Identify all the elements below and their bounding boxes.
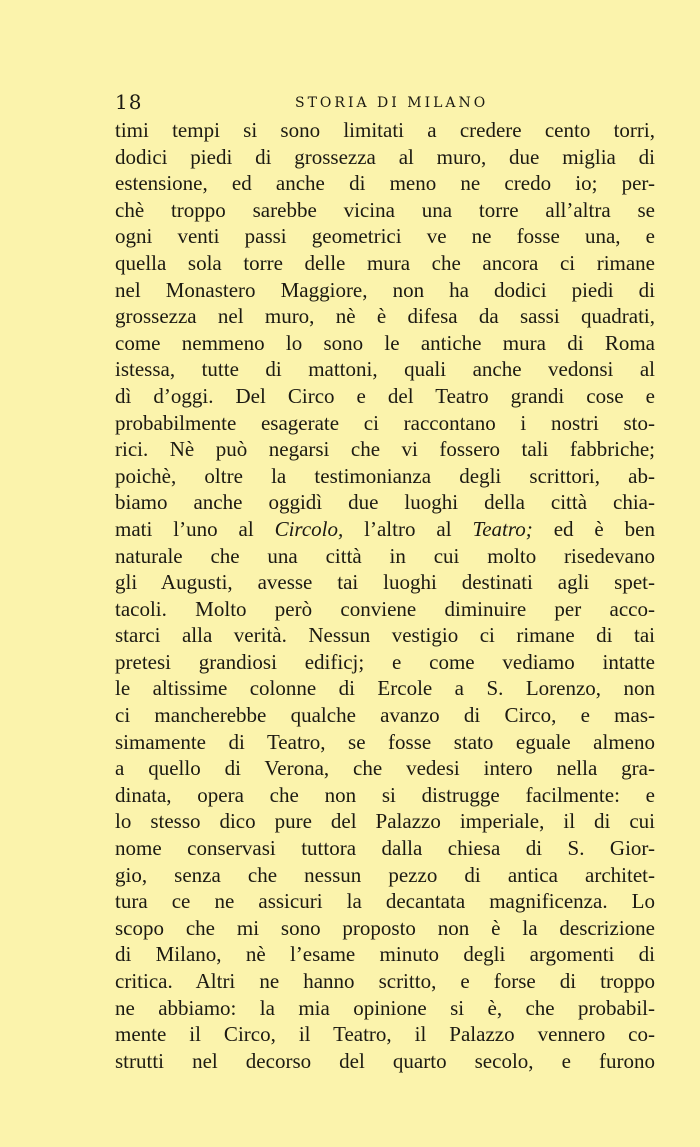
text-line: nome conservasi tuttora dalla chiesa di S. Gior-	[115, 836, 655, 861]
text-line: ogni venti passi geometrici ve ne fosse una, e	[115, 224, 655, 249]
text-line: come nemmeno lo sono le antiche mura di Roma	[115, 330, 655, 355]
text-line: istessa, tutte di mattoni, quali anche vedonsi al	[115, 357, 655, 382]
text-line: strutti nel decorso del quarto secolo, e furono	[115, 1048, 655, 1073]
text-line: ci mancherebbe qualche avanzo di Circo, e mas-	[115, 703, 655, 728]
text-line: starci alla verità. Nessun vestigio ci rimane di tai	[115, 623, 655, 648]
text-line: naturale che una città in cui molto risedevano	[115, 543, 655, 568]
text-line: timi tempi si sono limitati a credere cento torri,	[115, 118, 655, 142]
text-segment: mati l’uno al	[115, 516, 275, 541]
text-line: quella sola torre delle mura che ancora ci rimane	[115, 250, 655, 275]
text-line: gio, senza che nessun pezzo di antica architet-	[115, 862, 655, 887]
text-line: tura ce ne assicuri la decantata magnificenza. Lo	[115, 889, 655, 914]
text-line: dodici piedi di grossezza al muro, due miglia di	[115, 144, 655, 169]
text-line: poichè, oltre la testimonianza degli scrittori, ab-	[115, 463, 655, 488]
text-line: estensione, ed anche di meno ne credo io; per-	[115, 171, 655, 196]
text-line: pretesi grandiosi edificj; e come vediamo intatte	[115, 649, 655, 674]
italic-place-name-teatro: Teatro;	[472, 516, 533, 541]
body-text	[115, 117, 655, 1074]
text-line: gli Augusti, avesse tai luoghi destinati agli spet-	[115, 570, 655, 595]
text-line: chè troppo sarebbe vicina una torre all’altra se	[115, 197, 655, 222]
text-line-with-italics	[115, 516, 655, 543]
text-line: rici. Nè può negarsi che vi fossero tali fabbriche;	[115, 437, 655, 462]
italic-place-name-circolo: Circolo,	[274, 516, 344, 541]
text-line: probabilmente esagerate ci raccontano i nostri sto-	[115, 410, 655, 435]
page-header	[115, 91, 655, 113]
text-line: critica. Altri ne hanno scritto, e forse di troppo	[115, 969, 655, 993]
text-line: le altissime colonne di Ercole a S. Lorenzo, non	[115, 676, 655, 701]
text-line: a quello di Verona, che vedesi intero nella gra-	[115, 756, 655, 781]
text-line: mente il Circo, il Teatro, il Palazzo vennero co-	[115, 1022, 655, 1047]
text-segment: l’altro al	[343, 516, 473, 541]
text-line: dì d’oggi. Del Circo e del Teatro grandi cose e	[115, 383, 655, 408]
page-number: 18	[115, 90, 143, 114]
text-line: tacoli. Molto però conviene diminuire per acco-	[115, 596, 655, 621]
text-line: simamente di Teatro, se fosse stato eguale almeno	[115, 729, 655, 754]
text-line: nel Monastero Maggiore, non ha dodici piedi di	[115, 277, 655, 302]
running-title: STORIA DI MILANO	[295, 95, 489, 111]
text-line: dinata, opera che non si distrugge facilmente: e	[115, 782, 655, 807]
text-line: ne abbiamo: la mia opinione si è, che probabil-	[115, 995, 655, 1020]
text-line: grossezza nel muro, nè è difesa da sassi quadrati,	[115, 304, 655, 329]
text-line: biamo anche oggidì due luoghi della città chia-	[115, 490, 655, 515]
text-line: scopo che mi sono proposto non è la descrizione	[115, 915, 655, 940]
text-line: lo stesso dico pure del Palazzo imperiale, il di cui	[115, 809, 655, 834]
text-line: di Milano, nè l’esame minuto degli argomenti di	[115, 942, 655, 967]
text-segment: ed è ben	[532, 516, 655, 541]
